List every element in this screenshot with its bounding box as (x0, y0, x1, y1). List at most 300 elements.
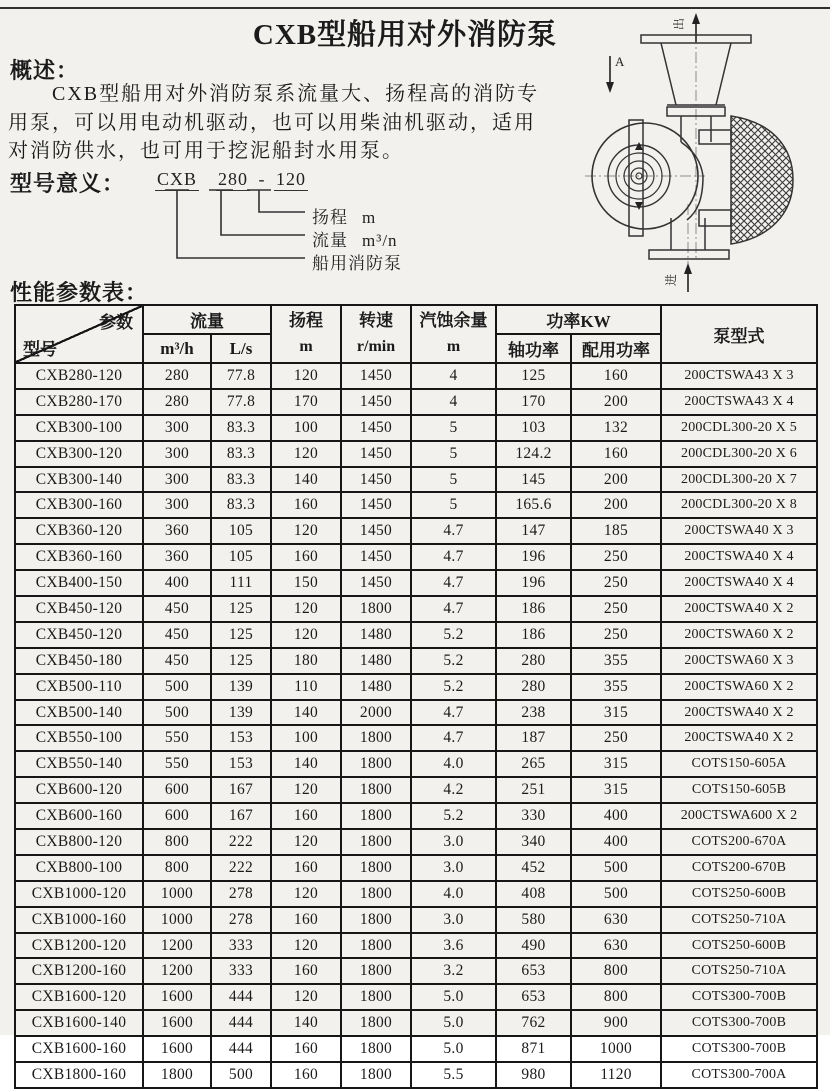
table-row (15, 700, 817, 726)
pump-type-cell: 200CTSWA43 X 3 (661, 363, 817, 389)
head-cell: 160 (271, 492, 341, 518)
table-row (15, 958, 817, 984)
flow-m3h-cell: 400 (143, 570, 211, 596)
flow-ls-cell: 278 (211, 907, 271, 933)
rated-power-cell: 355 (571, 674, 661, 700)
flow-ls-cell: 167 (211, 777, 271, 803)
rated-power-cell: 132 (571, 415, 661, 441)
pump-type-cell: COTS150-605B (661, 777, 817, 803)
npsh-cell: 5 (411, 415, 496, 441)
flow-ls-cell: 444 (211, 984, 271, 1010)
section-arrow-icon (606, 82, 614, 93)
pump-technical-drawing (583, 4, 829, 296)
shaft-power-cell: 265 (496, 751, 571, 777)
col-header-rated-power: 配用功率 (571, 334, 661, 363)
col-header-speed: 转速 r/min (341, 305, 411, 363)
rated-power-cell: 250 (571, 622, 661, 648)
speed-cell: 1800 (341, 881, 411, 907)
rated-power-cell: 1000 (571, 1036, 661, 1062)
table-row (15, 415, 817, 441)
flow-ls-cell: 77.8 (211, 363, 271, 389)
pump-type-cell: COTS200-670A (661, 829, 817, 855)
table-row (15, 441, 817, 467)
flow-ls-cell: 125 (211, 596, 271, 622)
rated-power-cell: 800 (571, 958, 661, 984)
table-row (15, 907, 817, 933)
speed-cell: 1800 (341, 1062, 411, 1088)
col-header-pump-type: 泵型式 (661, 305, 817, 363)
head-cell: 120 (271, 984, 341, 1010)
speed-cell: 1800 (341, 803, 411, 829)
model-label-head: 扬程 m (312, 208, 377, 227)
flow-m3h-cell: 800 (143, 855, 211, 881)
table-row (15, 622, 817, 648)
shaft-power-cell: 490 (496, 933, 571, 959)
npsh-cell: 5.2 (411, 622, 496, 648)
table-row (15, 725, 817, 751)
flow-m3h-cell: 1600 (143, 1036, 211, 1062)
flow-ls-cell: 77.8 (211, 389, 271, 415)
pump-type-cell: 200CTSWA40 X 2 (661, 700, 817, 726)
model-cell: CXB450-120 (15, 622, 143, 648)
flow-m3h-cell: 1200 (143, 958, 211, 984)
pump-type-cell: COTS250-600B (661, 881, 817, 907)
model-code-separator: - (258, 169, 266, 189)
head-cell: 150 (271, 570, 341, 596)
head-cell: 180 (271, 648, 341, 674)
model-label-flow: 流量 m³/n (312, 231, 398, 250)
head-cell: 140 (271, 751, 341, 777)
performance-table (14, 304, 818, 1089)
model-cell: CXB550-140 (15, 751, 143, 777)
shaft-power-cell: 653 (496, 984, 571, 1010)
flow-m3h-cell: 1600 (143, 984, 211, 1010)
npsh-cell: 4.0 (411, 751, 496, 777)
shaft-power-cell: 238 (496, 700, 571, 726)
flow-ls-cell: 444 (211, 1010, 271, 1036)
speed-cell: 1450 (341, 492, 411, 518)
speed-cell: 1450 (341, 389, 411, 415)
pump-drawing-svg (583, 4, 829, 296)
rated-power-cell: 400 (571, 829, 661, 855)
overview-line: 用泵，可以用电动机驱动，也可以用柴油机驱动，适用 (8, 111, 536, 134)
pump-type-cell: 200CTSWA60 X 2 (661, 622, 817, 648)
npsh-cell: 3.0 (411, 855, 496, 881)
npsh-cell: 5 (411, 467, 496, 493)
flow-ls-cell: 125 (211, 622, 271, 648)
speed-cell: 1800 (341, 1036, 411, 1062)
outlet-arrow-icon (692, 13, 700, 24)
pump-type-cell: 200CDL300-20 X 6 (661, 441, 817, 467)
shaft-power-cell: 145 (496, 467, 571, 493)
npsh-cell: 5.5 (411, 1062, 496, 1088)
table-row (15, 492, 817, 518)
head-cell: 110 (271, 674, 341, 700)
header-row-1 (15, 305, 817, 334)
npsh-cell: 3.2 (411, 958, 496, 984)
col-header-shaft-power: 轴功率 (496, 334, 571, 363)
flow-m3h-cell: 550 (143, 725, 211, 751)
pump-type-cell: 200CDL300-20 X 8 (661, 492, 817, 518)
table-row (15, 363, 817, 389)
head-cell: 160 (271, 907, 341, 933)
model-cell: CXB500-140 (15, 700, 143, 726)
pump-type-cell: COTS200-670B (661, 855, 817, 881)
table-row (15, 648, 817, 674)
rated-power-cell: 250 (571, 596, 661, 622)
overview-line: CXB型船用对外消防泵系流量大、扬程高的消防专 (52, 83, 540, 105)
col-header-power-group: 功率KW (496, 305, 661, 334)
flow-ls-cell: 167 (211, 803, 271, 829)
table-row (15, 389, 817, 415)
head-cell: 120 (271, 777, 341, 803)
speed-cell: 1800 (341, 933, 411, 959)
flow-m3h-cell: 600 (143, 803, 211, 829)
model-cell: CXB550-100 (15, 725, 143, 751)
flow-ls-cell: 153 (211, 725, 271, 751)
table-row (15, 570, 817, 596)
rated-power-cell: 200 (571, 492, 661, 518)
pump-type-cell: COTS250-600B (661, 933, 817, 959)
model-cell: CXB1600-120 (15, 984, 143, 1010)
table-row (15, 544, 817, 570)
shaft-power-cell: 251 (496, 777, 571, 803)
table-row (15, 984, 817, 1010)
model-cell: CXB600-160 (15, 803, 143, 829)
speed-cell: 1450 (341, 518, 411, 544)
flow-m3h-cell: 500 (143, 700, 211, 726)
model-cell: CXB450-120 (15, 596, 143, 622)
npsh-cell: 4.0 (411, 881, 496, 907)
rated-power-cell: 200 (571, 389, 661, 415)
speed-cell: 1800 (341, 907, 411, 933)
speed-cell: 1450 (341, 544, 411, 570)
speed-cell: 1800 (341, 777, 411, 803)
col-header-npsh: 汽蚀余量 m (411, 305, 496, 363)
rated-power-cell: 630 (571, 907, 661, 933)
head-cell: 120 (271, 881, 341, 907)
flow-ls-cell: 83.3 (211, 415, 271, 441)
flow-m3h-cell: 1000 (143, 907, 211, 933)
page-title: CXB型船用对外消防泵 (252, 19, 558, 51)
shaft-power-cell: 125 (496, 363, 571, 389)
pump-type-cell: COTS250-710A (661, 907, 817, 933)
pump-type-cell: 200CTSWA600 X 2 (661, 803, 817, 829)
rated-power-cell: 160 (571, 441, 661, 467)
pump-type-cell: COTS300-700B (661, 1036, 817, 1062)
rated-power-cell: 185 (571, 518, 661, 544)
model-cell: CXB1600-140 (15, 1010, 143, 1036)
flow-m3h-cell: 450 (143, 622, 211, 648)
speed-cell: 1800 (341, 829, 411, 855)
model-cell: CXB1800-160 (15, 1062, 143, 1088)
rated-power-cell: 630 (571, 933, 661, 959)
shaft-power-cell: 762 (496, 1010, 571, 1036)
flow-m3h-cell: 500 (143, 674, 211, 700)
rated-power-cell: 250 (571, 544, 661, 570)
table-row (15, 467, 817, 493)
rated-power-cell: 250 (571, 725, 661, 751)
shaft-power-cell: 170 (496, 389, 571, 415)
rated-power-cell: 160 (571, 363, 661, 389)
speed-cell: 1800 (341, 984, 411, 1010)
shaft-power-cell: 147 (496, 518, 571, 544)
table-row (15, 933, 817, 959)
flow-m3h-cell: 360 (143, 518, 211, 544)
npsh-cell: 4 (411, 363, 496, 389)
model-cell: CXB1200-160 (15, 958, 143, 984)
flow-ls-cell: 83.3 (211, 441, 271, 467)
npsh-cell: 3.6 (411, 933, 496, 959)
pump-type-cell: 200CDL300-20 X 7 (661, 467, 817, 493)
rated-power-cell: 315 (571, 700, 661, 726)
flow-m3h-cell: 280 (143, 389, 211, 415)
corner-label-model: 型号 (23, 340, 57, 359)
flow-ls-cell: 125 (211, 648, 271, 674)
speed-cell: 1800 (341, 958, 411, 984)
model-cell: CXB600-120 (15, 777, 143, 803)
flow-ls-cell: 83.3 (211, 492, 271, 518)
model-cell: CXB280-170 (15, 389, 143, 415)
npsh-cell: 4.7 (411, 570, 496, 596)
pump-type-cell: 200CTSWA40 X 3 (661, 518, 817, 544)
flow-m3h-cell: 800 (143, 829, 211, 855)
speed-cell: 1800 (341, 1010, 411, 1036)
model-cell: CXB280-120 (15, 363, 143, 389)
pump-type-cell: 200CDL300-20 X 5 (661, 415, 817, 441)
flow-ls-cell: 222 (211, 855, 271, 881)
pump-type-cell: 200CTSWA60 X 2 (661, 674, 817, 700)
shaft-power-cell: 980 (496, 1062, 571, 1088)
model-cell: CXB400-150 (15, 570, 143, 596)
table-row (15, 881, 817, 907)
table-row (15, 855, 817, 881)
speed-cell: 1480 (341, 648, 411, 674)
shaft-power-cell: 196 (496, 570, 571, 596)
flow-m3h-cell: 1200 (143, 933, 211, 959)
npsh-cell: 5.2 (411, 648, 496, 674)
head-cell: 160 (271, 803, 341, 829)
table-row (15, 829, 817, 855)
flow-ls-cell: 111 (211, 570, 271, 596)
inlet-arrow-icon (684, 263, 692, 274)
model-cell: CXB500-110 (15, 674, 143, 700)
model-cell: CXB1000-120 (15, 881, 143, 907)
head-cell: 160 (271, 855, 341, 881)
rated-power-cell: 500 (571, 881, 661, 907)
head-cell: 140 (271, 700, 341, 726)
table-row (15, 1062, 817, 1088)
shaft-power-cell: 186 (496, 622, 571, 648)
model-cell: CXB1200-120 (15, 933, 143, 959)
rated-power-cell: 400 (571, 803, 661, 829)
flow-ls-cell: 278 (211, 881, 271, 907)
npsh-cell: 4.7 (411, 518, 496, 544)
flow-ls-cell: 139 (211, 700, 271, 726)
flow-ls-cell: 139 (211, 674, 271, 700)
rated-power-cell: 250 (571, 570, 661, 596)
npsh-cell: 3.0 (411, 829, 496, 855)
model-cell: CXB360-160 (15, 544, 143, 570)
col-header-head: 扬程 m (271, 305, 341, 363)
model-code-flow: 280 (218, 169, 249, 189)
overview-line: 对消防供水，也可用于挖泥船封水用泵。 (8, 140, 404, 162)
npsh-cell: 5.2 (411, 674, 496, 700)
model-cell: CXB1600-160 (15, 1036, 143, 1062)
flow-m3h-cell: 600 (143, 777, 211, 803)
flow-ls-cell: 444 (211, 1036, 271, 1062)
pump-type-cell: 200CTSWA43 X 4 (661, 389, 817, 415)
shaft-power-cell: 280 (496, 648, 571, 674)
rated-power-cell: 315 (571, 777, 661, 803)
head-cell: 100 (271, 415, 341, 441)
shaft-power-cell: 653 (496, 958, 571, 984)
shaft-power-cell: 408 (496, 881, 571, 907)
speed-cell: 2000 (341, 700, 411, 726)
col-header-flow-m3h: m³/h (143, 334, 211, 363)
model-label-pump: 船用消防泵 (312, 254, 402, 273)
model-cell: CXB300-100 (15, 415, 143, 441)
model-diagram-lines (0, 160, 320, 280)
model-meaning-heading: 型号意义： (10, 171, 126, 196)
pump-type-cell: COTS300-700B (661, 1010, 817, 1036)
speed-cell: 1450 (341, 441, 411, 467)
flow-m3h-cell: 300 (143, 415, 211, 441)
head-cell: 160 (271, 1062, 341, 1088)
shaft-power-cell: 452 (496, 855, 571, 881)
speed-cell: 1800 (341, 725, 411, 751)
flow-ls-cell: 500 (211, 1062, 271, 1088)
speed-cell: 1450 (341, 570, 411, 596)
col-header-flow-group: 流量 (143, 305, 271, 334)
speed-cell: 1480 (341, 622, 411, 648)
speed-cell: 1450 (341, 415, 411, 441)
rated-power-cell: 1120 (571, 1062, 661, 1088)
head-cell: 100 (271, 725, 341, 751)
npsh-cell: 5.2 (411, 803, 496, 829)
npsh-cell: 5.0 (411, 1010, 496, 1036)
npsh-cell: 5 (411, 441, 496, 467)
table-row (15, 596, 817, 622)
overview-heading: 概述： (10, 58, 80, 83)
table-row (15, 1036, 817, 1062)
table-row (15, 777, 817, 803)
speed-cell: 1450 (341, 363, 411, 389)
model-cell: CXB300-160 (15, 492, 143, 518)
flow-m3h-cell: 1600 (143, 1010, 211, 1036)
rated-power-cell: 315 (571, 751, 661, 777)
head-cell: 120 (271, 518, 341, 544)
shaft-power-cell: 103 (496, 415, 571, 441)
pump-type-cell: 200CTSWA60 X 3 (661, 648, 817, 674)
motor-dome (731, 116, 793, 244)
pump-type-cell: COTS250-710A (661, 958, 817, 984)
head-cell: 120 (271, 829, 341, 855)
pump-type-cell: COTS300-700B (661, 984, 817, 1010)
model-cell: CXB360-120 (15, 518, 143, 544)
model-cell: CXB800-100 (15, 855, 143, 881)
head-cell: 120 (271, 363, 341, 389)
flow-ls-cell: 105 (211, 544, 271, 570)
table-row (15, 751, 817, 777)
pump-type-cell: 200CTSWA40 X 4 (661, 544, 817, 570)
flow-ls-cell: 83.3 (211, 467, 271, 493)
model-cell: CXB450-180 (15, 648, 143, 674)
rated-power-cell: 355 (571, 648, 661, 674)
pump-type-cell: 200CTSWA40 X 2 (661, 725, 817, 751)
npsh-cell: 4.7 (411, 725, 496, 751)
head-cell: 120 (271, 933, 341, 959)
col-header-flow-ls: L/s (211, 334, 271, 363)
npsh-cell: 5.0 (411, 1036, 496, 1062)
flow-ls-cell: 153 (211, 751, 271, 777)
table-row (15, 803, 817, 829)
head-cell: 160 (271, 1036, 341, 1062)
shaft-power-cell: 280 (496, 674, 571, 700)
shaft-power-cell: 187 (496, 725, 571, 751)
rated-power-cell: 900 (571, 1010, 661, 1036)
flow-m3h-cell: 280 (143, 363, 211, 389)
speed-cell: 1480 (341, 674, 411, 700)
npsh-cell: 5.0 (411, 984, 496, 1010)
table-heading: 性能参数表： (10, 280, 149, 305)
shaft-power-cell: 196 (496, 544, 571, 570)
flow-ls-cell: 222 (211, 829, 271, 855)
flow-m3h-cell: 300 (143, 492, 211, 518)
head-cell: 120 (271, 596, 341, 622)
speed-cell: 1450 (341, 467, 411, 493)
npsh-cell: 4.7 (411, 700, 496, 726)
flow-m3h-cell: 300 (143, 467, 211, 493)
pump-type-cell: 200CTSWA40 X 4 (661, 570, 817, 596)
shaft-power-cell: 580 (496, 907, 571, 933)
shaft-power-cell: 124.2 (496, 441, 571, 467)
model-code-head: 120 (276, 169, 307, 189)
flow-m3h-cell: 1000 (143, 881, 211, 907)
head-cell: 140 (271, 467, 341, 493)
speed-cell: 1800 (341, 596, 411, 622)
rated-power-cell: 500 (571, 855, 661, 881)
npsh-cell: 4 (411, 389, 496, 415)
pump-type-cell: COTS150-605A (661, 751, 817, 777)
npsh-cell: 4.2 (411, 777, 496, 803)
inlet-label: 进 (664, 273, 678, 286)
npsh-cell: 5 (411, 492, 496, 518)
table-row (15, 518, 817, 544)
shaft-power-cell: 165.6 (496, 492, 571, 518)
flow-m3h-cell: 1800 (143, 1062, 211, 1088)
flow-ls-cell: 333 (211, 933, 271, 959)
shaft-power-cell: 340 (496, 829, 571, 855)
head-cell: 160 (271, 544, 341, 570)
speed-cell: 1800 (341, 751, 411, 777)
npsh-cell: 4.7 (411, 596, 496, 622)
head-cell: 170 (271, 389, 341, 415)
flow-m3h-cell: 550 (143, 751, 211, 777)
flow-m3h-cell: 450 (143, 596, 211, 622)
outlet-label: 出 (672, 17, 686, 30)
model-code-prefix: CXB (157, 169, 198, 189)
section-arrow-label: A (615, 54, 625, 69)
rated-power-cell: 800 (571, 984, 661, 1010)
flow-m3h-cell: 360 (143, 544, 211, 570)
flow-m3h-cell: 300 (143, 441, 211, 467)
table-row (15, 674, 817, 700)
shaft-power-cell: 871 (496, 1036, 571, 1062)
head-cell: 140 (271, 1010, 341, 1036)
model-cell: CXB1000-160 (15, 907, 143, 933)
shaft-power-cell: 186 (496, 596, 571, 622)
